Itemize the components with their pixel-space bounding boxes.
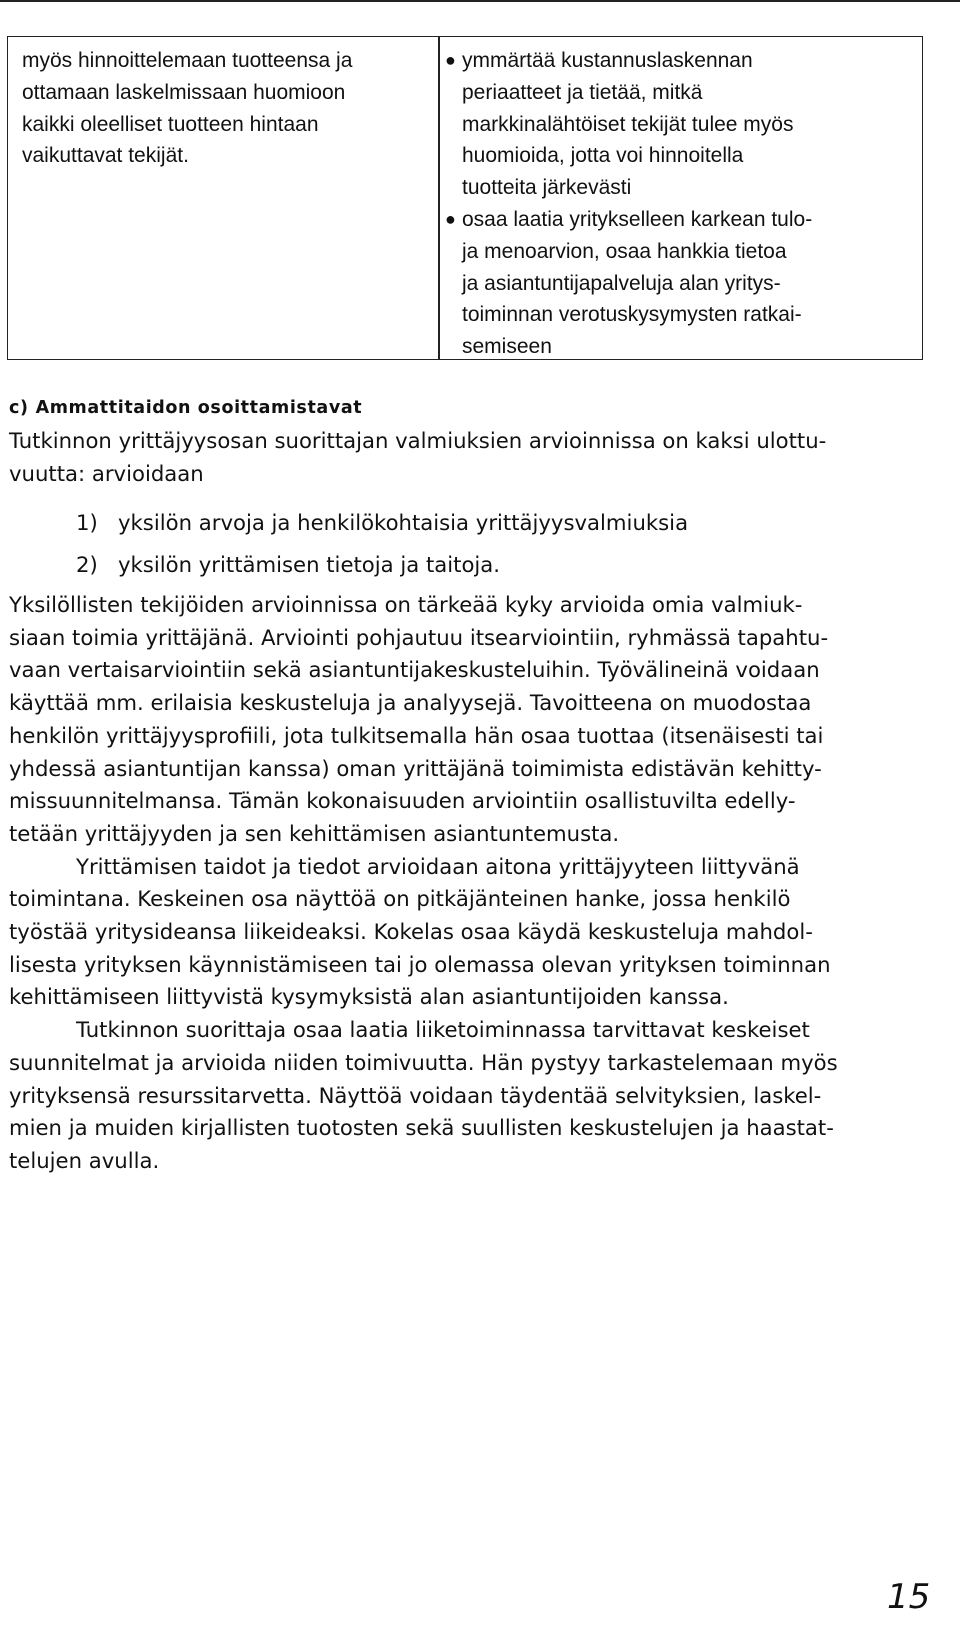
paragraph-line: telujen avulla. bbox=[9, 1147, 160, 1173]
left-cell-line: myös hinnoittelemaan tuotteensa ja bbox=[22, 49, 353, 72]
paragraph-line: yrityksensä resurssitarvetta. Näyttöä voidaan täydentää selvityksien, laskel- bbox=[9, 1082, 822, 1108]
bullet-item-budget bbox=[445, 204, 902, 363]
paragraph-line: Tutkinnon suorittaja osaa laatia liiketoiminnassa tarvittavat keskeiset bbox=[76, 1017, 810, 1043]
bullet-line: semiseen bbox=[462, 335, 552, 359]
section-letter: c) bbox=[9, 398, 29, 418]
body-paragraph-1 bbox=[9, 589, 929, 1178]
table-right-cell bbox=[445, 45, 902, 363]
bullet-line: toiminnan verotuskysymysten ratkai- bbox=[462, 303, 802, 327]
list-text: yksilön yrittämisen tietoja ja taitoja. bbox=[118, 552, 501, 577]
list-text: yksilön arvoja ja henkilökohtaisia yrittäjyysvalmiuksia bbox=[118, 510, 689, 535]
paragraph-line: Yksilöllisten tekijöiden arvioinnissa on tärkeää kyky arvioida omia valmiuk- bbox=[9, 592, 803, 617]
left-cell-line: vaikuttavat tekijät. bbox=[22, 144, 189, 168]
bullet-line: osaa laatia yritykselleen karkean tulo- bbox=[462, 207, 813, 231]
paragraph-line: yhdessä asiantuntijan kanssa) oman yrittäjänä toimimista edistävän kehitty- bbox=[9, 755, 822, 781]
bullet-line: ja asiantuntijapalveluja alan yritys- bbox=[462, 271, 781, 295]
paragraph-line: toimintana. Keskeinen osa näyttöä on pitkäjänteinen hanke, jossa henkilö bbox=[9, 886, 791, 912]
bullet-line: periaatteet ja tietää, mitkä bbox=[462, 80, 703, 104]
paragraph-line: lisesta yrityksen käynnistämiseen tai jo olemassa olevan yrityksen toiminnan bbox=[9, 951, 831, 977]
intro-paragraph bbox=[9, 425, 929, 490]
top-rule bbox=[0, 0, 960, 2]
bullet-item-costing bbox=[445, 45, 902, 204]
section-heading bbox=[9, 398, 362, 418]
bullet-icon: ● bbox=[445, 50, 456, 70]
competence-table bbox=[7, 36, 923, 360]
paragraph-line: mien ja muiden kirjallisten tuotosten sekä suullisten keskustelujen ja haastat- bbox=[9, 1115, 834, 1141]
list-number: 2) bbox=[76, 552, 98, 577]
table-left-cell bbox=[22, 45, 432, 172]
paragraph-line: kehittämiseen liittyvistä kysymyksistä alan asiantuntijoiden kanssa. bbox=[9, 984, 729, 1010]
list-item bbox=[76, 550, 500, 580]
bullet-line: ymmärtää kustannuslaskennan bbox=[462, 49, 753, 72]
bullet-line: markkinalähtöiset tekijät tulee myös bbox=[462, 112, 794, 136]
table-column-divider bbox=[438, 37, 440, 359]
paragraph-line: siaan toimia yrittäjänä. Arviointi pohjautuu itsearviointiin, ryhmässä tapahtu- bbox=[9, 624, 829, 650]
page-number: 15 bbox=[887, 1577, 931, 1617]
list-item bbox=[76, 508, 688, 538]
paragraph-line: työstää yritysideansa liikeideaksi. Kokelas osaa käydä keskusteluja mahdol- bbox=[9, 919, 813, 945]
paragraph-line: vaan vertaisarviointiin sekä asiantuntijakeskusteluihin. Työvälineinä voidaan bbox=[9, 657, 820, 683]
bullet-icon: ● bbox=[445, 208, 456, 229]
paragraph-line: suunnitelmat ja arvioida niiden toimivuutta. Hän pystyy tarkastelemaan myös bbox=[9, 1049, 838, 1075]
paragraph-line: käyttää mm. erilaisia keskusteluja ja analyysejä. Tavoitteena on muodostaa bbox=[9, 690, 812, 716]
list-number: 1) bbox=[76, 510, 98, 535]
paragraph-line: Tutkinnon yrittäjyysosan suorittajan valmiuksien arvioinnissa on kaksi ulottu- bbox=[9, 428, 827, 453]
bullet-line: huomioida, jotta voi hinnoitella bbox=[462, 144, 744, 168]
left-cell-line: ottamaan laskelmissaan huomioon bbox=[22, 80, 346, 104]
paragraph-line: vuutta: arvioidaan bbox=[9, 460, 204, 486]
section-title: Ammattitaidon osoittamistavat bbox=[35, 398, 363, 418]
paragraph-line: missuunnitelmansa. Tämän kokonaisuuden arviointiin osallistuvilta edelly- bbox=[9, 788, 796, 814]
left-cell-line: kaikki oleelliset tuotteen hintaan bbox=[22, 112, 319, 136]
bullet-line: tuotteita järkevästi bbox=[462, 176, 632, 200]
bullet-line: ja menoarvion, osaa hankkia tietoa bbox=[462, 239, 787, 263]
paragraph-line: tetään yrittäjyyden ja sen kehittämisen asiantuntemusta. bbox=[9, 820, 620, 846]
paragraph-line: henkilön yrittäjyysprofiili, jota tulkitsemalla hän osaa tuottaa (itsenäisesti tai bbox=[9, 722, 824, 748]
paragraph-line: Yrittämisen taidot ja tiedot arvioidaan aitona yrittäjyyteen liittyvänä bbox=[76, 853, 800, 879]
